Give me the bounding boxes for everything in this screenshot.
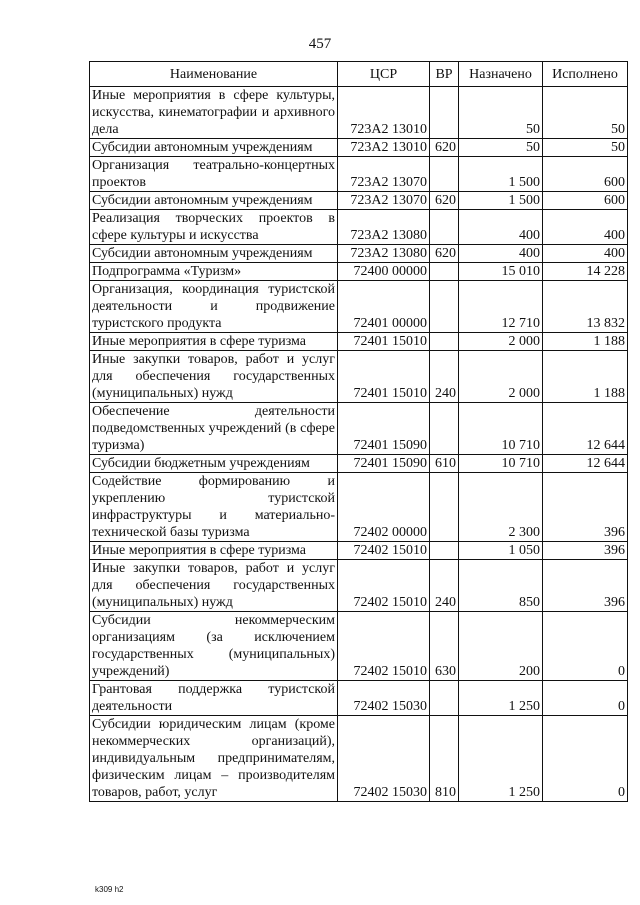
cell-csr: 723А2 13080 [338,245,430,263]
cell-executed: 12 644 [543,455,628,473]
table-row [90,139,628,157]
header-planned: Назначено [459,62,543,87]
cell-executed: 600 [543,157,628,192]
cell-name: Реализация творческих проектов в сфере культуры и искусства [90,210,338,245]
cell-name: Иные мероприятия в сфере культуры, искусства, кинематографии и архивного дела [90,87,338,139]
cell-vr: 240 [430,560,459,612]
cell-planned: 850 [459,560,543,612]
cell-csr: 723А2 13010 [338,139,430,157]
footer-code: k309 h2 [95,885,124,894]
header-name: Наименование [90,62,338,87]
table-row [90,542,628,560]
table-row [90,681,628,716]
cell-executed: 1 188 [543,351,628,403]
cell-name: Субсидии юридическим лицам (кроме некоммерческих организаций), индивидуальным предпринимателям, физическим лицам – производителям товаров, работ, услуг [90,716,338,802]
cell-executed: 1 188 [543,333,628,351]
cell-csr: 72400 00000 [338,263,430,281]
cell-planned: 50 [459,139,543,157]
cell-csr: 72402 15010 [338,612,430,681]
cell-planned: 10 710 [459,403,543,455]
table-row [90,87,628,139]
cell-planned: 1 050 [459,542,543,560]
table-row [90,281,628,333]
cell-vr: 610 [430,455,459,473]
cell-planned: 400 [459,245,543,263]
cell-vr [430,473,459,542]
cell-executed: 14 228 [543,263,628,281]
budget-table [89,61,628,802]
cell-vr [430,263,459,281]
cell-planned: 200 [459,612,543,681]
cell-csr: 72401 15010 [338,333,430,351]
cell-name: Субсидии автономным учреждениям [90,245,338,263]
header-vr: ВР [430,62,459,87]
cell-csr: 723А2 13080 [338,210,430,245]
cell-vr: 620 [430,139,459,157]
cell-executed: 600 [543,192,628,210]
cell-planned: 10 710 [459,455,543,473]
cell-csr: 723А2 13070 [338,157,430,192]
cell-vr [430,157,459,192]
cell-name: Грантовая поддержка туристской деятельности [90,681,338,716]
cell-executed: 12 644 [543,403,628,455]
cell-executed: 400 [543,245,628,263]
cell-csr: 723А2 13010 [338,87,430,139]
cell-name: Обеспечение деятельности подведомственных учреждений (в сфере туризма) [90,403,338,455]
cell-planned: 1 250 [459,681,543,716]
cell-csr: 72402 00000 [338,473,430,542]
cell-csr: 723А2 13070 [338,192,430,210]
cell-name: Иные мероприятия в сфере туризма [90,542,338,560]
header-csr: ЦСР [338,62,430,87]
cell-executed: 50 [543,139,628,157]
cell-executed: 13 832 [543,281,628,333]
cell-planned: 12 710 [459,281,543,333]
cell-vr: 620 [430,192,459,210]
cell-csr: 72401 15010 [338,351,430,403]
table-row [90,473,628,542]
cell-csr: 72401 15090 [338,403,430,455]
table-body [90,87,628,802]
cell-vr [430,281,459,333]
cell-vr [430,210,459,245]
cell-planned: 2 000 [459,333,543,351]
cell-csr: 72401 00000 [338,281,430,333]
table-row [90,403,628,455]
cell-vr [430,681,459,716]
cell-executed: 396 [543,560,628,612]
cell-name: Организация, координация туристской деятельности и продвижение туристского продукта [90,281,338,333]
cell-planned: 1 250 [459,716,543,802]
cell-name: Иные закупки товаров, работ и услуг для обеспечения государственных (муниципальных) нужд [90,560,338,612]
cell-csr: 72401 15090 [338,455,430,473]
table-row [90,245,628,263]
cell-name: Субсидии автономным учреждениям [90,192,338,210]
cell-executed: 400 [543,210,628,245]
header-executed: Исполнено [543,62,628,87]
cell-csr: 72402 15030 [338,716,430,802]
cell-vr [430,403,459,455]
cell-name: Иные мероприятия в сфере туризма [90,333,338,351]
table-row [90,351,628,403]
cell-planned: 1 500 [459,192,543,210]
cell-planned: 2 000 [459,351,543,403]
table-row [90,157,628,192]
cell-csr: 72402 15010 [338,542,430,560]
table-row [90,612,628,681]
cell-name: Субсидии некоммерческим организациям (за исключением государственных (муниципальных) учреждений) [90,612,338,681]
table-row [90,560,628,612]
cell-name: Субсидии бюджетным учреждениям [90,455,338,473]
cell-vr [430,542,459,560]
cell-planned: 15 010 [459,263,543,281]
cell-planned: 2 300 [459,473,543,542]
cell-name: Содействие формированию и укреплению туристской инфраструктуры и материально-технической базы туризма [90,473,338,542]
table-row [90,210,628,245]
cell-executed: 396 [543,473,628,542]
cell-executed: 0 [543,681,628,716]
cell-name: Иные закупки товаров, работ и услуг для обеспечения государственных (муниципальных) нужд [90,351,338,403]
table-row [90,455,628,473]
page-number: 457 [308,36,332,52]
cell-name: Субсидии автономным учреждениям [90,139,338,157]
cell-vr [430,87,459,139]
cell-executed: 0 [543,716,628,802]
cell-vr: 810 [430,716,459,802]
cell-planned: 50 [459,87,543,139]
table-row [90,333,628,351]
cell-name: Организация театрально-концертных проектов [90,157,338,192]
cell-vr [430,333,459,351]
table-row [90,192,628,210]
cell-csr: 72402 15010 [338,560,430,612]
cell-vr: 630 [430,612,459,681]
cell-vr: 240 [430,351,459,403]
cell-planned: 400 [459,210,543,245]
cell-executed: 0 [543,612,628,681]
cell-executed: 50 [543,87,628,139]
cell-planned: 1 500 [459,157,543,192]
table-row [90,263,628,281]
table-header-row [90,62,628,87]
cell-vr: 620 [430,245,459,263]
cell-executed: 396 [543,542,628,560]
cell-name: Подпрограмма «Туризм» [90,263,338,281]
table-row [90,716,628,802]
cell-csr: 72402 15030 [338,681,430,716]
